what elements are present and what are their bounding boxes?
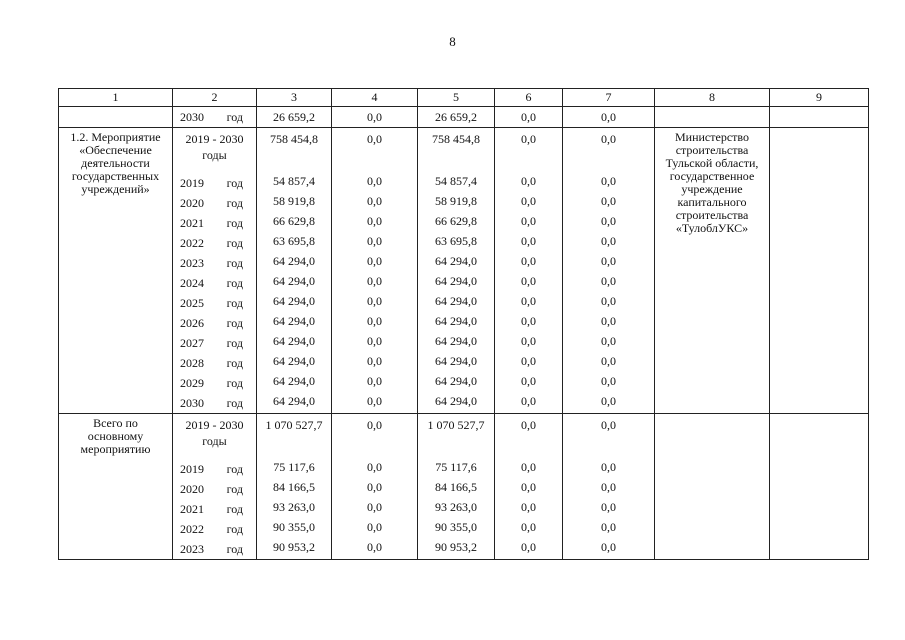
year-unit: год — [226, 236, 243, 250]
year-line — [173, 293, 256, 313]
executor-line: «ТулоблУКС» — [675, 221, 749, 235]
executor-line: государственное — [669, 169, 755, 183]
year-unit: год — [226, 396, 243, 410]
year-line — [173, 173, 256, 193]
cell-value: 0,0 — [521, 374, 536, 388]
cell-value: 64 294,0 — [435, 374, 477, 388]
year-line — [173, 233, 256, 253]
year-range-word: годы — [202, 148, 227, 162]
spacer — [418, 149, 494, 160]
cell-value: 0,0 — [367, 480, 382, 494]
year-unit: год — [226, 336, 243, 350]
year-unit: год — [226, 462, 243, 476]
cell-c5 — [418, 107, 495, 128]
cell-value: 0,0 — [601, 374, 616, 388]
total-value: 758 454,8 — [432, 132, 480, 146]
activity-line: Всего по — [93, 416, 138, 430]
cell-value: 0,0 — [367, 460, 382, 474]
column-header-1: 1 — [59, 89, 173, 107]
budget-table — [58, 88, 869, 560]
cell-value: 0,0 — [367, 540, 382, 554]
column-header-3: 3 — [257, 89, 332, 107]
cell-value: 64 294,0 — [435, 254, 477, 268]
activity-line: основному — [87, 429, 144, 443]
spacer — [418, 160, 494, 171]
cell-c7 — [563, 107, 655, 128]
cell-value: 0,0 — [601, 314, 616, 328]
year: 2022 — [180, 236, 204, 250]
cell-value: 0,0 — [367, 274, 382, 288]
executor-line: строительства — [675, 208, 749, 222]
activity-line: 1.2. Мероприятие — [70, 130, 161, 144]
cell-value: 0,0 — [521, 354, 536, 368]
cell-value: 0,0 — [601, 500, 616, 514]
cell-executor — [655, 414, 770, 560]
cell-value: 0,0 — [601, 540, 616, 554]
year-line — [173, 393, 256, 413]
cell-activity — [59, 107, 173, 128]
year-line — [173, 313, 256, 333]
cell-value: 0,0 — [601, 110, 616, 124]
spacer — [418, 446, 494, 457]
cell-value: 0,0 — [521, 394, 536, 408]
year: 2030 — [180, 396, 204, 410]
cell-period — [173, 107, 257, 128]
cell-value: 0,0 — [367, 234, 382, 248]
cell-c7 — [563, 128, 655, 414]
cell-c4 — [332, 107, 418, 128]
year: 2023 — [180, 256, 204, 270]
column-header-4: 4 — [332, 89, 418, 107]
spacer — [563, 149, 654, 160]
spacer — [563, 435, 654, 446]
activity-line: учреждений» — [81, 182, 150, 196]
cell-value: 0,0 — [601, 214, 616, 228]
cell-value: 64 294,0 — [273, 374, 315, 388]
cell-value: 0,0 — [521, 314, 536, 328]
year-unit: год — [226, 376, 243, 390]
cell-value: 93 263,0 — [435, 500, 477, 514]
spacer — [418, 435, 494, 446]
year-unit: год — [226, 176, 243, 190]
cell-value: 64 294,0 — [435, 334, 477, 348]
activity-line: государственных — [71, 169, 160, 183]
table-row — [59, 107, 869, 128]
cell-c3 — [257, 107, 332, 128]
header-row — [59, 89, 869, 107]
cell-value: 0,0 — [367, 214, 382, 228]
cell-value: 0,0 — [601, 354, 616, 368]
cell-value: 93 263,0 — [273, 500, 315, 514]
cell-value: 0,0 — [521, 194, 536, 208]
cell-value: 64 294,0 — [435, 354, 477, 368]
cell-value: 66 629,8 — [273, 214, 315, 228]
cell-value: 90 355,0 — [273, 520, 315, 534]
cell-value: 0,0 — [367, 294, 382, 308]
spacer — [332, 149, 417, 160]
year: 2019 — [180, 176, 204, 190]
cell-value: 0,0 — [367, 520, 382, 534]
cell-value: 58 919,8 — [273, 194, 315, 208]
executor-line: Тульской области, — [665, 156, 759, 170]
cell-value: 0,0 — [367, 194, 382, 208]
cell-c7 — [563, 414, 655, 560]
table-body — [59, 89, 869, 560]
cell-activity — [59, 414, 173, 560]
spacer — [332, 435, 417, 446]
year: 2030 — [180, 110, 204, 124]
cell-value: 58 919,8 — [435, 194, 477, 208]
spacer — [563, 446, 654, 457]
spacer — [173, 448, 256, 459]
cell-c9 — [770, 107, 869, 128]
year-unit: год — [226, 216, 243, 230]
cell-value: 0,0 — [367, 314, 382, 328]
cell-value: 0,0 — [521, 254, 536, 268]
column-header-6: 6 — [495, 89, 563, 107]
cell-value: 0,0 — [367, 334, 382, 348]
cell-value: 0,0 — [601, 480, 616, 494]
cell-value: 0,0 — [521, 334, 536, 348]
year: 2027 — [180, 336, 204, 350]
year-line — [173, 213, 256, 233]
cell-value: 64 294,0 — [435, 394, 477, 408]
year-unit: год — [226, 356, 243, 370]
cell-value: 26 659,2 — [273, 110, 315, 124]
spacer — [257, 149, 331, 160]
activity-line: деятельности — [81, 156, 150, 170]
cell-value: 63 695,8 — [435, 234, 477, 248]
cell-value: 75 117,6 — [273, 460, 315, 474]
cell-value: 0,0 — [521, 110, 536, 124]
year-line — [173, 373, 256, 393]
year-unit: год — [226, 502, 243, 516]
year-range — [173, 129, 256, 149]
year-unit: год — [226, 296, 243, 310]
column-header-7: 7 — [563, 89, 655, 107]
cell-c9 — [770, 414, 869, 560]
spacer — [257, 435, 331, 446]
spacer — [257, 160, 331, 171]
spacer — [257, 446, 331, 457]
year: 2023 — [180, 542, 204, 556]
cell-value: 64 294,0 — [435, 314, 477, 328]
year-line — [173, 253, 256, 273]
cell-value: 0,0 — [521, 174, 536, 188]
year-unit: год — [226, 110, 243, 124]
year-line — [173, 353, 256, 373]
cell-value: 0,0 — [521, 520, 536, 534]
column-header-8: 8 — [655, 89, 770, 107]
cell-executor — [655, 107, 770, 128]
cell-value: 90 953,2 — [273, 540, 315, 554]
year-line — [173, 539, 256, 559]
cell-value: 63 695,8 — [273, 234, 315, 248]
spacer — [332, 160, 417, 171]
cell-value: 0,0 — [601, 334, 616, 348]
spacer — [173, 162, 256, 173]
year: 2020 — [180, 196, 204, 210]
cell-c6 — [495, 107, 563, 128]
year: 2028 — [180, 356, 204, 370]
cell-value: 64 294,0 — [273, 354, 315, 368]
year: 2019 — [180, 462, 204, 476]
year-unit: год — [226, 542, 243, 556]
year: 2021 — [180, 502, 204, 516]
column-header-5: 5 — [418, 89, 495, 107]
total-value: 1 070 527,7 — [427, 418, 485, 432]
cell-c6 — [495, 128, 563, 414]
cell-value: 84 166,5 — [273, 480, 315, 494]
activity-line: «Обеспечение — [79, 143, 152, 157]
cell-value: 64 294,0 — [273, 294, 315, 308]
year: 2021 — [180, 216, 204, 230]
total-value: 0,0 — [601, 132, 616, 146]
spacer — [495, 446, 562, 457]
year: 2025 — [180, 296, 204, 310]
cell-value: 0,0 — [601, 254, 616, 268]
year-line — [173, 273, 256, 293]
cell-value: 0,0 — [601, 194, 616, 208]
spacer — [495, 435, 562, 446]
column-header-9: 9 — [770, 89, 869, 107]
total-value: 758 454,8 — [270, 132, 318, 146]
year-line — [173, 459, 256, 479]
total-value: 0,0 — [367, 132, 382, 146]
total-value: 0,0 — [367, 418, 382, 432]
cell-c4 — [332, 414, 418, 560]
cell-value: 0,0 — [601, 234, 616, 248]
cell-c3 — [257, 128, 332, 414]
year-line — [173, 479, 256, 499]
cell-value: 90 953,2 — [435, 540, 477, 554]
cell-value: 0,0 — [601, 174, 616, 188]
cell-value: 0,0 — [367, 254, 382, 268]
cell-executor — [655, 128, 770, 414]
year-range-word: годы — [202, 434, 227, 448]
cell-value: 64 294,0 — [435, 294, 477, 308]
total-value: 1 070 527,7 — [265, 418, 323, 432]
cell-value: 0,0 — [521, 460, 536, 474]
cell-period — [173, 414, 257, 560]
executor-line: Министерство — [675, 130, 749, 144]
total-value: 0,0 — [521, 132, 536, 146]
year-unit: год — [226, 256, 243, 270]
cell-value: 0,0 — [367, 374, 382, 388]
year-range — [173, 415, 256, 435]
table-row — [59, 128, 869, 414]
cell-value: 0,0 — [601, 394, 616, 408]
cell-value: 54 857,4 — [435, 174, 477, 188]
year-line — [173, 107, 256, 127]
cell-c4 — [332, 128, 418, 414]
cell-value: 75 117,6 — [435, 460, 477, 474]
cell-c3 — [257, 414, 332, 560]
year-unit: год — [226, 316, 243, 330]
cell-value: 64 294,0 — [273, 314, 315, 328]
year-line — [173, 193, 256, 213]
activity-line: мероприятию — [80, 442, 151, 456]
cell-value: 0,0 — [521, 294, 536, 308]
year-line — [173, 333, 256, 353]
cell-value: 0,0 — [367, 174, 382, 188]
cell-value: 0,0 — [521, 540, 536, 554]
cell-value: 66 629,8 — [435, 214, 477, 228]
cell-value: 0,0 — [367, 394, 382, 408]
cell-period — [173, 128, 257, 414]
cell-c5 — [418, 414, 495, 560]
cell-value: 64 294,0 — [435, 274, 477, 288]
cell-value: 0,0 — [367, 110, 382, 124]
cell-value: 0,0 — [521, 274, 536, 288]
year-unit: год — [226, 196, 243, 210]
year: 2026 — [180, 316, 204, 330]
spacer — [332, 446, 417, 457]
cell-value: 54 857,4 — [273, 174, 315, 188]
cell-value: 26 659,2 — [435, 110, 477, 124]
year-line — [173, 499, 256, 519]
executor-line: учреждение — [681, 182, 743, 196]
total-value: 0,0 — [521, 418, 536, 432]
year-unit: год — [226, 522, 243, 536]
cell-value: 64 294,0 — [273, 334, 315, 348]
page-number: 8 — [449, 34, 456, 49]
year-unit: год — [226, 276, 243, 290]
cell-value: 0,0 — [601, 274, 616, 288]
cell-value: 0,0 — [521, 480, 536, 494]
year-line — [173, 519, 256, 539]
cell-value: 0,0 — [601, 460, 616, 474]
spacer — [495, 149, 562, 160]
spacer — [563, 160, 654, 171]
column-header-2: 2 — [173, 89, 257, 107]
total-value: 0,0 — [601, 418, 616, 432]
executor-line: строительства — [675, 143, 749, 157]
cell-value: 64 294,0 — [273, 254, 315, 268]
cell-value: 0,0 — [367, 500, 382, 514]
year: 2029 — [180, 376, 204, 390]
cell-value: 0,0 — [521, 234, 536, 248]
cell-activity — [59, 128, 173, 414]
cell-value: 64 294,0 — [273, 274, 315, 288]
cell-value: 0,0 — [601, 520, 616, 534]
year: 2024 — [180, 276, 204, 290]
cell-value: 0,0 — [601, 294, 616, 308]
executor-line: капитального — [677, 195, 747, 209]
spacer — [495, 160, 562, 171]
table-row — [59, 414, 869, 560]
year: 2020 — [180, 482, 204, 496]
cell-value: 0,0 — [521, 214, 536, 228]
cell-value: 84 166,5 — [435, 480, 477, 494]
cell-c6 — [495, 414, 563, 560]
year-unit: год — [226, 482, 243, 496]
year: 2022 — [180, 522, 204, 536]
year-range-value: 2019 - 2030 — [185, 132, 244, 146]
cell-value: 0,0 — [367, 354, 382, 368]
cell-c5 — [418, 128, 495, 414]
cell-value: 64 294,0 — [273, 394, 315, 408]
cell-value: 0,0 — [521, 500, 536, 514]
cell-value: 90 355,0 — [435, 520, 477, 534]
year-range-value: 2019 - 2030 — [185, 418, 244, 432]
cell-c9 — [770, 128, 869, 414]
